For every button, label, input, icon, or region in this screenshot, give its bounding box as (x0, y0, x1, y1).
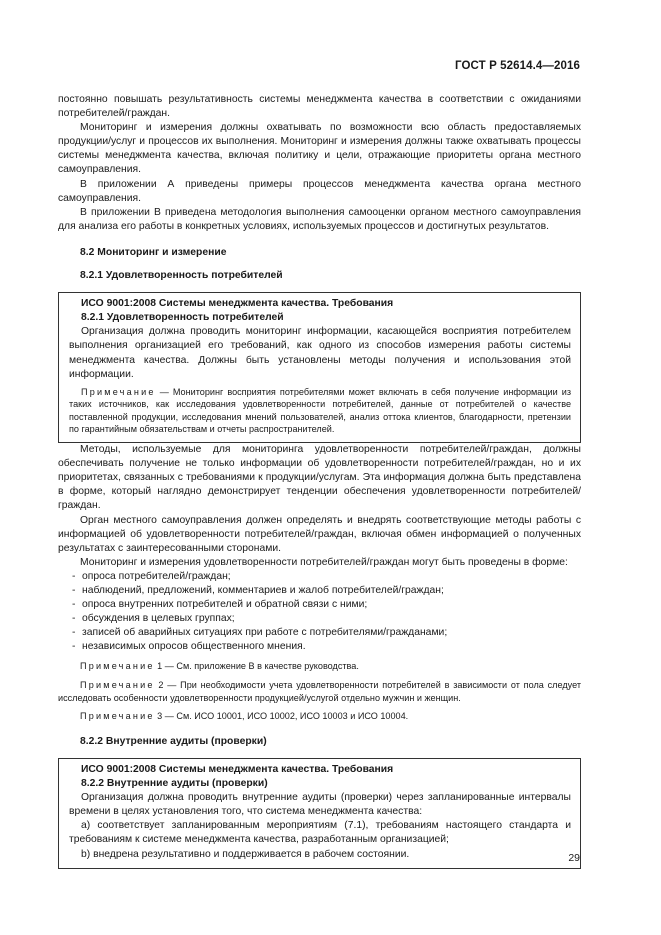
iso-quote-box-8-2-1 (58, 292, 581, 443)
iso-clause-item-b: b) внедрена результативно и поддерживается в рабочем состоянии. (81, 848, 410, 860)
iso-quote-box-8-2-2 (58, 758, 581, 869)
list-item: - обсуждения в целевых группах; (72, 612, 581, 626)
iso-clause-title: 8.2.2 Внутренние аудиты (проверки) (81, 778, 268, 790)
iso-clause-text: Организация должна проводить мониторинг информации, касающейся восприятия потребителем выполнения организацией его требований, как одного из способов измерения работы системы менеджмента качества. Должны быть установлены методы получения и использования этой информации. (69, 326, 571, 380)
list-item: - опроса внутренних потребителей и обратной связи с ними; (72, 598, 581, 612)
intro-paragraph: В приложении В приведена методология выполнения самооценки органом местного самоуправления для анализа его работы в конкретных условиях, используемых процессов и достигнутых результатов. (58, 206, 581, 232)
body-paragraph: Методы, используемые для мониторинга удовлетворенности потребителей/граждан, должны обеспечивать получение не только информации об удовлетворенности потребителей/граждан, но и их приоритетах, связанных с требованиями к продукции/услугам. Эта информация должна быть представлена в форме, который наглядно демонстрирует тенденции обеспечения удовлетворенности потребителей/граждан. (58, 444, 581, 512)
body-paragraph: Мониторинг и измерения удовлетворенности потребителей/граждан могут быть проведены в форме: (80, 556, 568, 568)
note-2 (58, 679, 581, 704)
note-label: Примечание (81, 386, 156, 397)
section-heading-8-2-2: 8.2.2 Внутренние аудиты (проверки) (80, 735, 267, 747)
iso-clause-title: 8.2.1 Удовлетворенность потребителей (81, 312, 284, 324)
iso-note (69, 386, 571, 436)
section-heading-8-2: 8.2 Мониторинг и измерение (80, 246, 227, 258)
iso-standard-title: ИСО 9001:2008 Системы менеджмента качества. Требования (81, 298, 394, 310)
iso-clause-text: Организация должна проводить внутренние аудиты (проверки) через запланированные интервалы времени в целях установления того, что система менеджмента качества: (69, 792, 571, 818)
list-item: - независимых опросов общественного мнения. (72, 640, 581, 654)
list-item: - записей об аварийных ситуациях при работе с потребителями/гражданами; (72, 626, 581, 640)
list-item: - наблюдений, предложений, комментариев и жалоб потребителей/граждан; (72, 584, 581, 598)
note-1 (58, 660, 581, 673)
note-label: Примечание (80, 680, 155, 691)
page-number: 29 (568, 852, 580, 864)
list-item: - опроса потребителей/граждан; (72, 570, 581, 584)
survey-forms-list (58, 570, 581, 655)
intro-paragraph: постоянно повышать результативность системы менеджмента качества в соответствии с ожиданиями потребителей/граждан. (58, 94, 581, 120)
document-body (58, 93, 581, 869)
note-text: — Мониторинг восприятия потребителями может включать в себя получение информации из таких источников, как исследования удовлетворенности потребителей, данные от потребителей о качестве поставленной продукции, исследования мнений пользователей, анализ оттока клиентов, благодарности, претензии по гарантийным обязательствам и отчеты распространителей. (69, 386, 571, 435)
body-paragraph: Орган местного самоуправления должен определять и внедрять соответствующие методы работы с информацией об удовлетворенности потребителей/граждан, включая обмен информацией о полученных результатах с заинтересованными сторонами. (58, 514, 581, 554)
note-text: 3 — См. ИСО 10001, ИСО 10002, ИСО 10003 и ИСО 10004. (154, 711, 409, 722)
note-text: 2 — При необходимости учета удовлетворенности потребителей в зависимости от пола следует исследовать особенности удовлетворенности продукцией/услугой отдельно мужчин и женщин. (58, 680, 581, 703)
intro-paragraph: В приложении А приведены примеры процессов менеджмента качества органа местного самоуправления. (58, 178, 581, 204)
notes-block (58, 660, 581, 722)
note-label: Примечание (80, 711, 155, 722)
standard-header: ГОСТ Р 52614.4—2016 (455, 60, 580, 72)
iso-standard-title: ИСО 9001:2008 Системы менеджмента качества. Требования (81, 763, 394, 775)
section-heading-8-2-1: 8.2.1 Удовлетворенность потребителей (80, 270, 283, 282)
note-3 (58, 710, 581, 723)
intro-paragraph: Мониторинг и измерения должны охватывать по возможности всю область предоставляемых продукции/услуг и процессов их выполнения. Мониторинг и измерения должны также охватывать процессы системы менеджмента качества, включая политику и цели, отражающие приоритеты органа местного самоуправления. (58, 122, 581, 176)
note-label: Примечание (80, 661, 155, 672)
iso-clause-item-a: а) соответствует запланированным мероприятиям (7.1), требованиям настоящего стандарта и требованиям к системе менеджмента качества, разработанным организацией; (69, 820, 571, 846)
note-text: 1 — См. приложение В в качестве руководства. (154, 661, 359, 672)
